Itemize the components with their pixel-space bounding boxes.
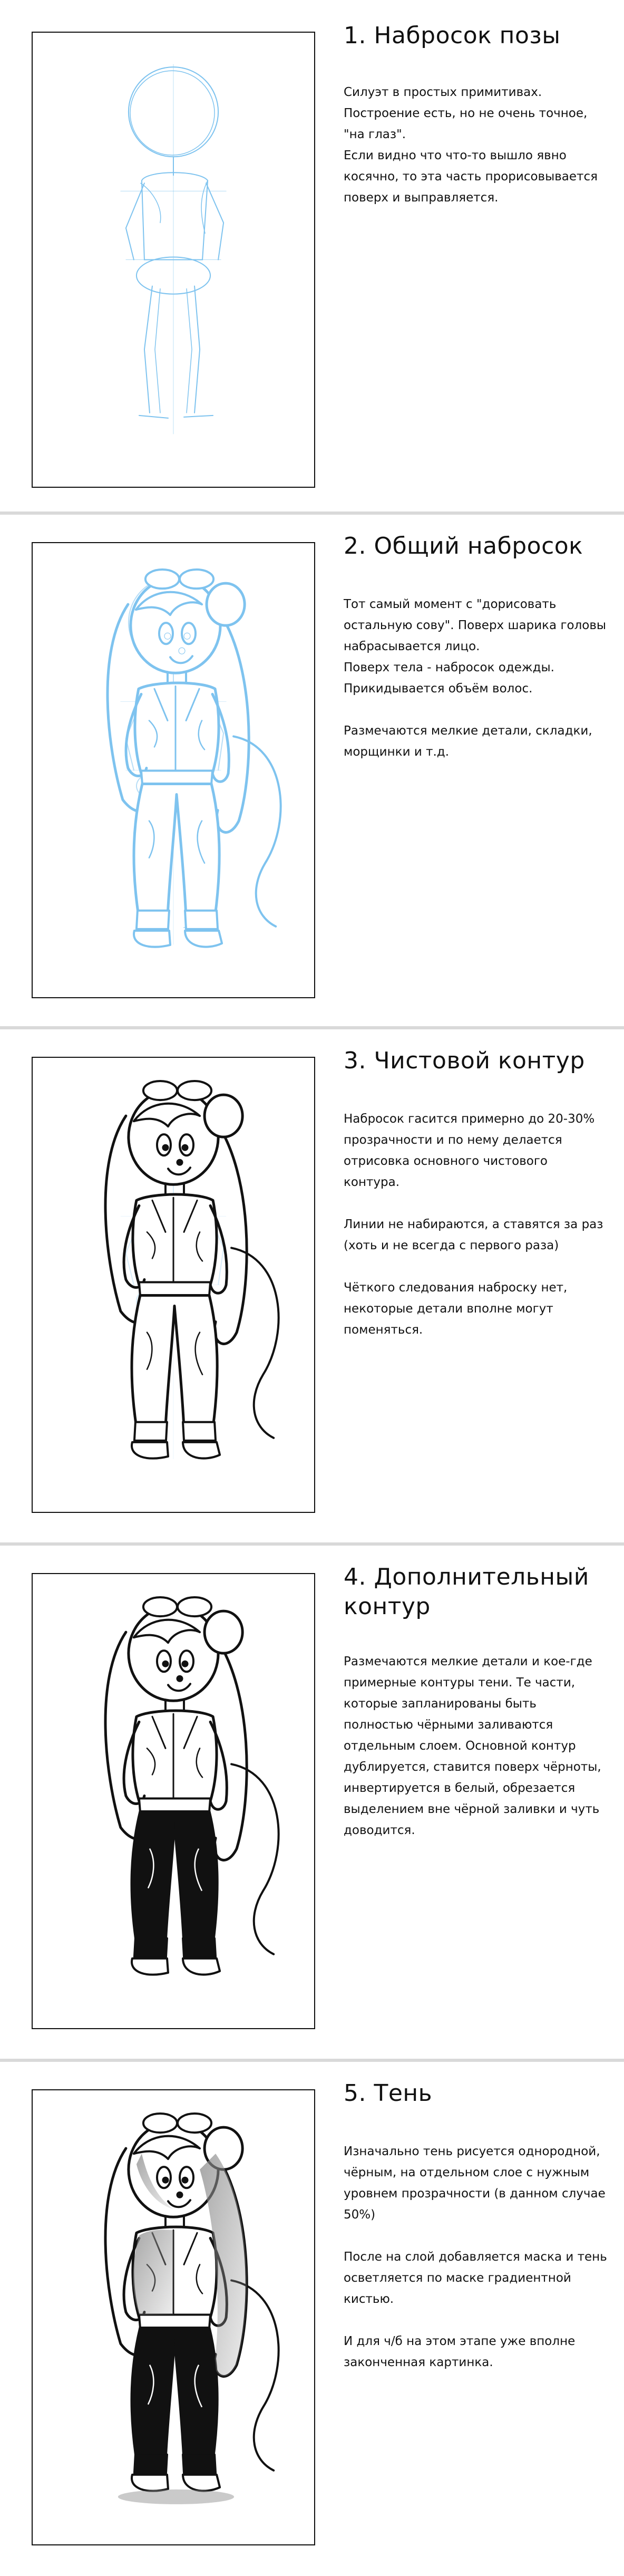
step-title: 3. Чистовой контур xyxy=(344,1047,585,1074)
general-sketch-illustration xyxy=(33,543,314,997)
pose-sketch-panel xyxy=(32,32,315,488)
step-5 xyxy=(0,2062,624,2576)
step-title: 5. Тень xyxy=(344,2080,433,2107)
pose-sketch-illustration xyxy=(33,33,314,487)
step-title: 1. Набросок позы xyxy=(344,22,561,49)
step-description: Размечаются мелкие детали и кое-где примерные контуры тени. Те части, которые запланированы быть полностью чёрными заливаются отдельным слоем. Основной контур дублируется, ставится поверх чёрноты, инвертируется в белый, обрезается выделением вне чёрной заливки и чуть доводится. xyxy=(344,1655,601,1837)
step-description: Набросок гасится примерно до 20-30% прозрачности и по нему делается отрисовка основного чистового контура. Линии не набираются, а ставятся за раз (хоть и не всегда с первого раза) Чёткого следования наброску нет, некоторые детали вполне могут поменяться. xyxy=(344,1112,603,1337)
step-1 xyxy=(0,0,624,512)
step-4 xyxy=(0,1546,624,2059)
extra-lineart-illustration xyxy=(33,1574,314,2028)
clean-lineart-panel xyxy=(32,1057,315,1513)
step-3 xyxy=(0,1029,624,1542)
step-title: 4. Дополнительный контур xyxy=(344,1564,589,1620)
general-sketch-panel xyxy=(32,542,315,998)
step-description: Изначально тень рисуется однородной, чёрным, на отдельном слое с нужным уровнем прозрачности (в данном случае 50%) После на слой добавляется маска и тень осветляется по маске градиентной кистью. И для ч/б на этом этапе уже вполне законченная картинка. xyxy=(344,2145,607,2369)
step-title: 2. Общий набросок xyxy=(344,533,583,559)
clean-lineart-illustration xyxy=(33,1058,314,1512)
step-description: Тот самый момент с "дорисовать остальную сову". Поверх шарика головы набрасывается лицо. Поверх тела - набросок одежды. Прикидывается объём волос. Размечаются мелкие детали, складки, морщинки и т.д. xyxy=(344,597,607,759)
shading-panel xyxy=(32,2089,315,2545)
step-description: Силуэт в простых примитивах. Построение есть, но не очень точное, "на глаз". Если видно что что-то вышло явно косячно, то эта часть прорисовывается поверх и выправляется. xyxy=(344,85,598,205)
shading-illustration xyxy=(33,2090,314,2544)
step-2 xyxy=(0,515,624,1026)
extra-lineart-panel xyxy=(32,1573,315,2029)
